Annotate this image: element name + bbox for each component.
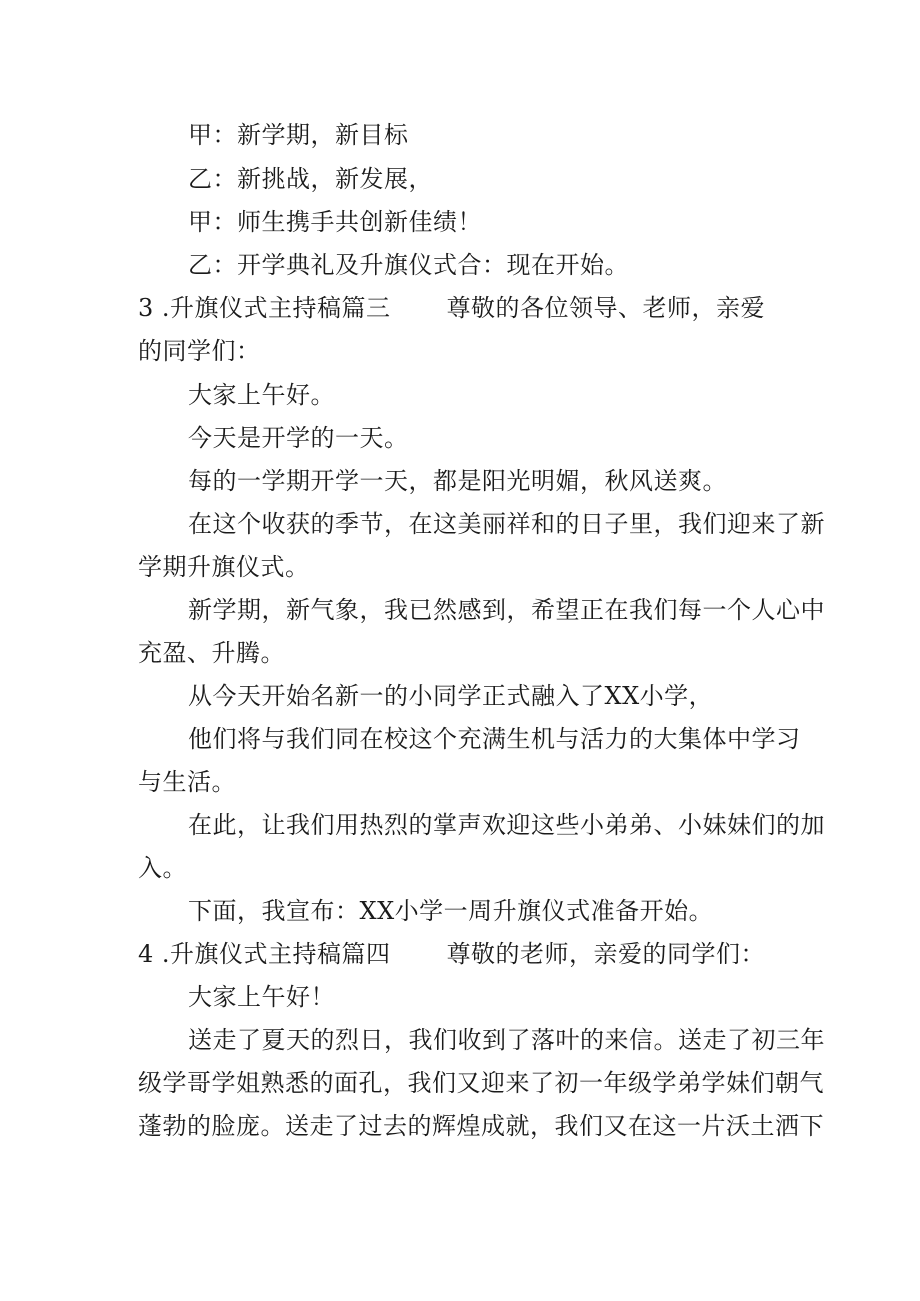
section-title: .升旗仪式主持稿篇三	[161, 294, 391, 322]
section-greeting: 尊敬的老师，亲爱的同学们：	[446, 940, 766, 968]
paragraph-line: 的同学们：	[138, 337, 261, 365]
paragraph-line: 入。	[138, 854, 187, 882]
paragraph-line: 今天是开学的一天。	[188, 424, 409, 452]
paragraph-line: 每的一学期开学一天，都是阳光明媚，秋风送爽。	[188, 467, 727, 495]
paragraph-line: 大家上午好。	[188, 381, 335, 409]
dialogue-line: 乙：新挑战，新发展，	[188, 165, 433, 193]
paragraph-line: 他们将与我们同在校这个充满生机与活力的大集体中学习	[188, 725, 801, 753]
paragraph-line: 与生活。	[138, 768, 236, 796]
dialogue-line: 甲：师生携手共创新佳绩！	[188, 208, 482, 236]
dialogue-line: 甲：新学期，新目标	[188, 121, 409, 149]
section-title: .升旗仪式主持稿篇四	[161, 940, 391, 968]
dialogue-line: 乙：开学典礼及升旗仪式合：现在开始。	[188, 251, 629, 279]
paragraph-line: 学期升旗仪式。	[138, 553, 310, 581]
section-heading-4	[138, 939, 765, 969]
paragraph-line: 大家上午好！	[188, 983, 335, 1011]
paragraph-line: 下面，我宣布：XX小学一周升旗仪式准备开始。	[188, 897, 714, 925]
section-number: 4	[138, 940, 154, 968]
paragraph-line: 送走了夏天的烈日，我们收到了落叶的来信。送走了初三年	[188, 1026, 825, 1054]
paragraph-line: 新学期，新气象，我已然感到，希望正在我们每一个人心中	[188, 596, 825, 624]
section-number: 3	[138, 294, 154, 322]
section-heading-3	[138, 293, 765, 323]
section-greeting: 尊敬的各位领导、老师，亲爱	[446, 294, 766, 322]
paragraph-line: 蓬勃的脸庞。送走了过去的辉煌成就，我们又在这一片沃土洒下	[138, 1112, 824, 1140]
paragraph-line: 充盈、升腾。	[138, 639, 285, 667]
paragraph-line: 在此，让我们用热烈的掌声欢迎这些小弟弟、小妹妹们的加	[188, 811, 825, 839]
paragraph-line: 从今天开始名新一的小同学正式融入了XX小学，	[188, 682, 714, 710]
paragraph-line: 在这个收获的季节，在这美丽祥和的日子里，我们迎来了新	[188, 510, 825, 538]
paragraph-line: 级学哥学姐熟悉的面孔，我们又迎来了初一年级学弟学妹们朝气	[138, 1069, 824, 1097]
